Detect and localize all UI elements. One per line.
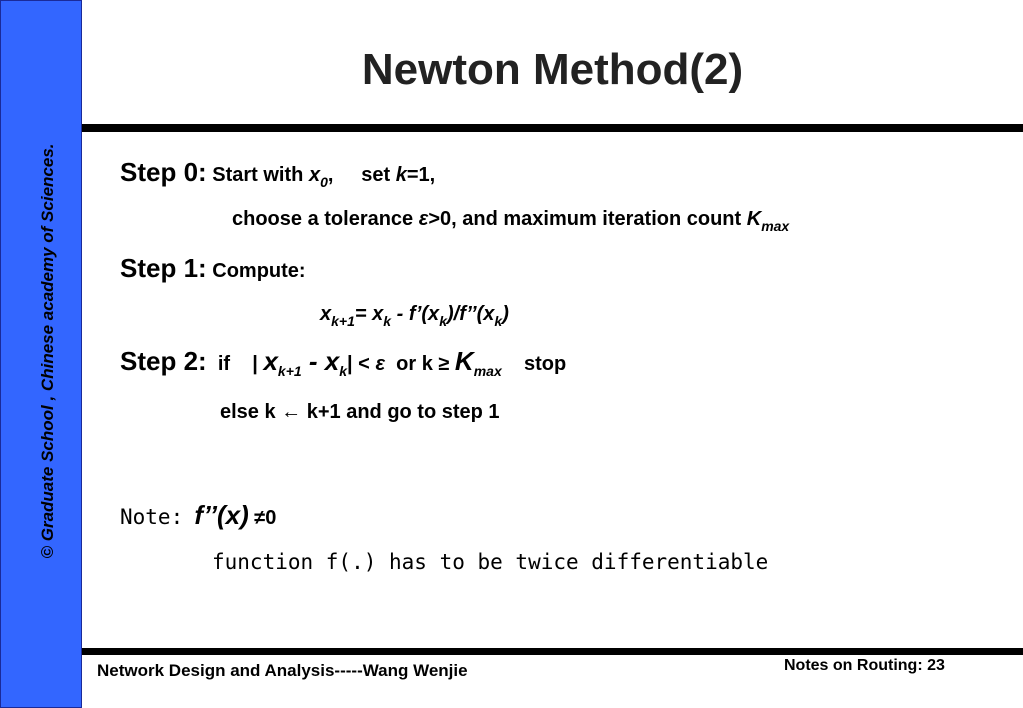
formula-x-sub: k+1	[331, 313, 355, 329]
step0-line1	[120, 157, 435, 190]
note-line2: function f(.) has to be twice differentiable	[212, 550, 769, 574]
footer-course-title: Network Design and Analysis-----Wang Wenjie	[97, 661, 468, 680]
step0-K-sub: max	[761, 218, 790, 234]
formula-div: )/f’’(x	[446, 303, 495, 325]
note-neq: ≠0	[254, 507, 277, 529]
copyright-text: © Graduate School , Chinese academy of Sciences.	[38, 143, 57, 559]
step2-line	[120, 346, 566, 379]
step0-k-eq: =1,	[406, 164, 436, 186]
note-label: Note:	[120, 505, 184, 529]
step0-tolerance-rest: >0, and maximum iteration count	[428, 208, 742, 230]
step1-formula	[320, 303, 509, 329]
step0-line2	[232, 208, 789, 234]
formula-end: )	[502, 303, 509, 325]
step2-label: Step 2:	[120, 346, 207, 376]
formula-minus: -	[391, 303, 409, 325]
step1-line	[120, 253, 306, 284]
page-title: Newton Method(2)	[361, 45, 744, 94]
note-line	[120, 500, 276, 531]
formula-div-sub: k	[494, 313, 503, 329]
step2-else-line	[220, 401, 500, 424]
formula-x: x	[320, 303, 332, 325]
epsilon-symbol: ε	[418, 208, 429, 230]
step2-x: x	[263, 346, 278, 376]
step0-comma: ,	[327, 164, 334, 186]
title-divider	[82, 124, 1023, 132]
step2-bar: |	[252, 353, 258, 375]
formula-eq: = x	[354, 303, 384, 325]
step2-K-sub: max	[473, 363, 502, 379]
formula-fprime: f’(x	[408, 303, 440, 325]
step0-tolerance-text: choose a tolerance	[232, 208, 414, 230]
step0-start-text: Start with	[212, 164, 304, 186]
step2-else: else k ← k+1 and go to step 1	[220, 401, 500, 423]
step2-minus: - x	[301, 346, 340, 376]
step2-if: if	[217, 353, 231, 375]
formula-xk-sub: k	[383, 313, 392, 329]
step2-lt: | <	[347, 353, 370, 375]
step1-label: Step 1:	[120, 253, 207, 283]
footer-page-number: Notes on Routing: 23	[784, 657, 945, 674]
note-formula: f’’(x)	[194, 500, 249, 530]
sidebar-banner	[0, 0, 82, 708]
step0-k: k	[395, 164, 407, 186]
step0-set-text: set	[361, 164, 391, 186]
step0-K: K	[746, 208, 762, 230]
footer-divider	[82, 648, 1023, 655]
step0-label: Step 0:	[120, 157, 207, 187]
step2-x-sub: k+1	[277, 363, 302, 379]
step0-x-sub: 0	[320, 174, 328, 190]
step2-or: or k ≥	[396, 353, 450, 375]
step2-epsilon: ε	[375, 353, 386, 375]
step1-text: Compute:	[212, 260, 306, 282]
step2-stop: stop	[523, 353, 567, 375]
step2-xk-sub: k	[339, 363, 348, 379]
step2-K: K	[454, 346, 474, 376]
formula-fprime-sub: k	[439, 313, 447, 329]
step0-x: x	[308, 164, 321, 186]
